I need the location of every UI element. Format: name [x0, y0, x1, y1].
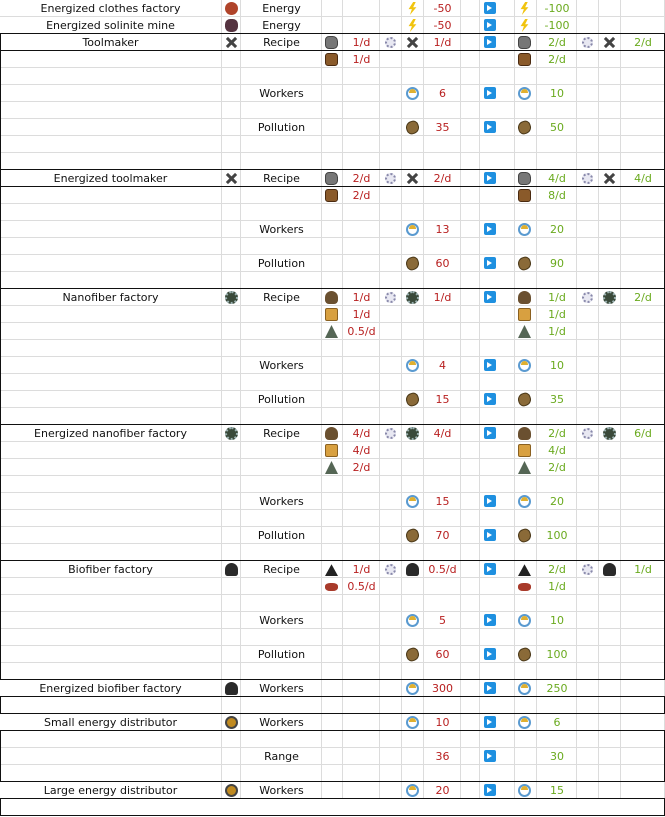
input-value: 10 [435, 716, 450, 729]
arrow-icon [484, 393, 496, 405]
worker-icon [518, 87, 531, 100]
table-row [0, 442, 665, 459]
arrow-icon [484, 784, 496, 796]
mesh-icon [603, 291, 616, 304]
input-ingredient-value: 1/d [352, 36, 371, 49]
row-label: Pollution [257, 529, 306, 542]
input-value: 60 [435, 648, 450, 661]
gear-icon [385, 564, 396, 575]
arrow-icon [484, 495, 496, 507]
bale-icon [325, 444, 338, 457]
worker-icon [518, 223, 531, 236]
table-row [0, 357, 665, 374]
biofiber-icon [406, 563, 419, 576]
table-row [0, 34, 665, 51]
input-ingredient-value: 1/d [352, 53, 371, 66]
input-ingredient-value: 2/d [352, 189, 371, 202]
mesh-icon [406, 427, 419, 440]
table-row [0, 255, 665, 272]
table-row [0, 782, 665, 799]
arrow-icon [484, 2, 496, 14]
table-row [0, 51, 665, 68]
input-value: 36 [435, 750, 450, 763]
input-value: 1/d [433, 36, 452, 49]
mesh-icon [603, 427, 616, 440]
tool-icon [603, 36, 616, 49]
building-name: Toolmaker [82, 36, 139, 49]
row-label: Pollution [257, 257, 306, 270]
tool-icon [225, 172, 238, 185]
row-label: Workers [259, 614, 304, 627]
arrow-icon [484, 750, 496, 762]
input-value: -50 [433, 19, 452, 32]
input-value: -50 [433, 2, 452, 15]
gear-icon [582, 173, 593, 184]
building-name: Small energy distributor [43, 716, 178, 729]
row-label: Workers [259, 223, 304, 236]
table-row [0, 17, 665, 34]
building-name: Energized toolmaker [53, 172, 168, 185]
table-row [0, 68, 665, 85]
table-row [0, 85, 665, 102]
distributor-icon [225, 716, 238, 729]
arrow-icon [484, 36, 496, 48]
row-label: Energy [262, 19, 301, 32]
tool-icon [406, 36, 419, 49]
input-value: 4/d [433, 427, 452, 440]
output-ingredient-value: 4/d [548, 444, 566, 457]
output-value: 35 [550, 393, 564, 406]
biofiber-icon [225, 682, 238, 695]
gear-icon [385, 428, 396, 439]
logs-icon [325, 583, 338, 591]
barrel-icon [325, 53, 338, 66]
table-row [0, 272, 665, 289]
barrel-icon [325, 189, 338, 202]
table-row [0, 748, 665, 765]
arrow-icon [484, 172, 496, 184]
worker-icon [518, 495, 531, 508]
output-ingredient-value: 1/d [548, 291, 566, 304]
worker-icon [406, 682, 419, 695]
logs-icon [518, 583, 531, 591]
row-label: Workers [259, 682, 304, 695]
building-name: Nanofiber factory [62, 291, 159, 304]
row-label: Recipe [263, 172, 300, 185]
output-value: -100 [544, 2, 570, 15]
output-product-value: 4/d [634, 172, 652, 185]
output-value: 90 [550, 257, 564, 270]
gear-icon [582, 292, 593, 303]
barrel-icon [518, 189, 531, 202]
table-row [0, 153, 665, 170]
table-row [0, 102, 665, 119]
arrow-icon [484, 359, 496, 371]
input-value: 1/d [433, 291, 452, 304]
worker-icon [406, 223, 419, 236]
output-ingredient-value: 2/d [548, 461, 566, 474]
table-row [0, 170, 665, 187]
row-label: Workers [259, 359, 304, 372]
cloth-icon [225, 2, 238, 15]
biofiber-icon [225, 563, 238, 576]
output-value: 20 [550, 495, 564, 508]
arrow-icon [484, 716, 496, 728]
input-ingredient-value: 1/d [352, 563, 371, 576]
arrow-icon [484, 19, 496, 31]
row-label: Energy [262, 2, 301, 15]
input-value: 15 [435, 495, 450, 508]
row-label: Pollution [257, 648, 306, 661]
row-label: Workers [259, 784, 304, 797]
arrow-icon [484, 121, 496, 133]
input-value: 4 [439, 359, 446, 372]
output-value: 15 [550, 784, 564, 797]
arrow-icon [484, 291, 496, 303]
solinite-icon [225, 19, 238, 32]
gear-icon [385, 173, 396, 184]
input-ingredient-value: 2/d [352, 172, 371, 185]
output-value: 10 [550, 614, 564, 627]
arrow-icon [484, 563, 496, 575]
row-label: Workers [259, 87, 304, 100]
input-value: 2/d [433, 172, 452, 185]
arrow-icon [484, 648, 496, 660]
output-value: 250 [546, 682, 568, 695]
arrow-icon [484, 614, 496, 626]
distributor-icon [225, 784, 238, 797]
arrow-icon [484, 529, 496, 541]
bale-icon [325, 308, 338, 321]
input-value: 300 [432, 682, 453, 695]
stone-icon [518, 172, 531, 185]
nut-icon [518, 291, 531, 304]
output-product-value: 2/d [634, 291, 652, 304]
worker-icon [518, 784, 531, 797]
worker-icon [518, 614, 531, 627]
table-row [0, 391, 665, 408]
table-row [0, 663, 665, 680]
table-row [0, 323, 665, 340]
output-ingredient-value: 2/d [548, 36, 566, 49]
input-value: 5 [439, 614, 446, 627]
table-row [0, 493, 665, 510]
table-row [0, 340, 665, 357]
row-label: Recipe [263, 563, 300, 576]
mesh-icon [406, 291, 419, 304]
table-row [0, 544, 665, 561]
row-label: Workers [259, 716, 304, 729]
input-value: 15 [435, 393, 450, 406]
input-value: 6 [439, 87, 446, 100]
table-row [0, 476, 665, 493]
output-value: 6 [553, 716, 561, 729]
worker-icon [406, 716, 419, 729]
worker-icon [406, 87, 419, 100]
mesh-icon [225, 427, 238, 440]
gear-icon [582, 37, 593, 48]
table-row [0, 629, 665, 646]
input-ingredient-value: 2/d [352, 461, 371, 474]
table-row [0, 680, 665, 697]
table-row [0, 697, 665, 714]
table-row [0, 187, 665, 204]
input-value: 35 [435, 121, 450, 134]
worker-icon [406, 495, 419, 508]
output-value: 20 [550, 223, 564, 236]
input-ingredient-value: 1/d [352, 308, 371, 321]
tool-icon [406, 172, 419, 185]
output-value: 10 [550, 359, 564, 372]
output-value: -100 [544, 19, 570, 32]
table-row [0, 510, 665, 527]
row-label: Pollution [257, 121, 306, 134]
output-value: 10 [550, 87, 564, 100]
table-row [0, 765, 665, 782]
table-row [0, 425, 665, 442]
building-name: Energized nanofiber factory [34, 427, 187, 440]
output-value: 100 [546, 648, 568, 661]
input-ingredient-value: 1/d [352, 291, 371, 304]
gear-icon [582, 428, 593, 439]
nut-icon [325, 427, 338, 440]
table-row [0, 408, 665, 425]
table-row [0, 561, 665, 578]
input-ingredient-value: 0.5/d [347, 580, 376, 593]
row-label: Range [264, 750, 299, 763]
stone-icon [325, 172, 338, 185]
output-ingredient-value: 2/d [548, 563, 566, 576]
output-product-value: 1/d [634, 563, 652, 576]
table-row [0, 595, 665, 612]
biofiber-icon [603, 563, 616, 576]
stone-icon [518, 36, 531, 49]
table-row [0, 527, 665, 544]
output-ingredient-value: 4/d [548, 172, 566, 185]
table-row [0, 374, 665, 391]
table-row [0, 714, 665, 731]
table-row [0, 306, 665, 323]
output-product-value: 6/d [634, 427, 652, 440]
table-row [0, 204, 665, 221]
tool-icon [225, 36, 238, 49]
arrow-icon [484, 257, 496, 269]
worker-icon [518, 682, 531, 695]
table-row [0, 238, 665, 255]
input-value: 60 [435, 257, 450, 270]
building-name: Large energy distributor [43, 784, 178, 797]
output-product-value: 2/d [634, 36, 652, 49]
output-ingredient-value: 8/d [548, 189, 566, 202]
worker-icon [406, 359, 419, 372]
nut-icon [518, 427, 531, 440]
input-ingredient-value: 0.5/d [347, 325, 376, 338]
input-value: 70 [435, 529, 450, 542]
table-row [0, 136, 665, 153]
output-value: 50 [550, 121, 564, 134]
output-ingredient-value: 1/d [548, 580, 566, 593]
table-row [0, 731, 665, 748]
gear-icon [385, 292, 396, 303]
barrel-icon [518, 53, 531, 66]
building-block [0, 798, 665, 816]
row-label: Recipe [263, 291, 300, 304]
nut-icon [325, 291, 338, 304]
worker-icon [518, 359, 531, 372]
row-label: Workers [259, 495, 304, 508]
table-row [0, 289, 665, 306]
worker-icon [518, 716, 531, 729]
table-row [0, 221, 665, 238]
row-label: Recipe [263, 36, 300, 49]
row-label: Recipe [263, 427, 300, 440]
output-ingredient-value: 1/d [548, 308, 566, 321]
building-name: Biofiber factory [68, 563, 153, 576]
building-name: Energized clothes factory [40, 2, 181, 15]
worker-icon [406, 784, 419, 797]
arrow-icon [484, 427, 496, 439]
input-ingredient-value: 4/d [352, 444, 371, 457]
arrow-icon [484, 223, 496, 235]
table-row [0, 612, 665, 629]
input-value: 20 [435, 784, 450, 797]
row-label: Pollution [257, 393, 306, 406]
output-value: 100 [546, 529, 568, 542]
gear-icon [582, 564, 593, 575]
table-row [0, 578, 665, 595]
gear-icon [385, 37, 396, 48]
output-value: 30 [550, 750, 564, 763]
worker-icon [406, 614, 419, 627]
bale-icon [518, 444, 531, 457]
building-name: Energized biofiber factory [39, 682, 182, 695]
input-value: 13 [435, 223, 450, 236]
bale-icon [518, 308, 531, 321]
tool-icon [603, 172, 616, 185]
table-row [0, 459, 665, 476]
output-ingredient-value: 1/d [548, 325, 566, 338]
arrow-icon [484, 87, 496, 99]
stone-icon [325, 36, 338, 49]
output-ingredient-value: 2/d [548, 427, 566, 440]
input-ingredient-value: 4/d [352, 427, 371, 440]
mesh-icon [225, 291, 238, 304]
table-row [0, 646, 665, 663]
input-value: 0.5/d [428, 563, 457, 576]
table-row [0, 0, 665, 17]
arrow-icon [484, 682, 496, 694]
table-row [0, 119, 665, 136]
output-ingredient-value: 2/d [548, 53, 566, 66]
building-name: Energized solinite mine [46, 19, 175, 32]
